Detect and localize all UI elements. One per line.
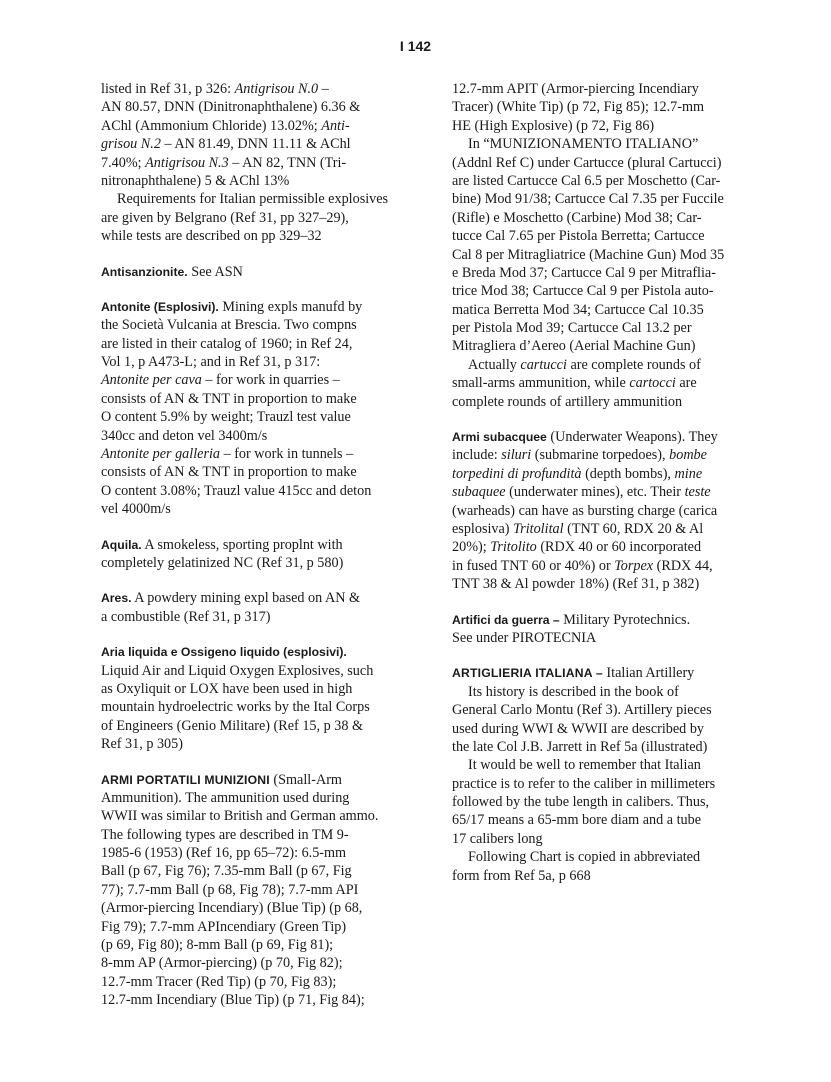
text-line	[101, 482, 406, 500]
text-segment: Military Pyrotechnics.	[559, 611, 691, 628]
text-segment: while tests are described on pp 329–32	[101, 228, 322, 245]
text-segment: AChl (Ammonium Chloride) 13.02%;	[101, 117, 322, 134]
text-line	[101, 589, 406, 607]
text-line	[452, 301, 752, 319]
text-segment: the Società Vulcania at Brescia. Two compns	[101, 317, 357, 334]
paragraph-gap	[101, 246, 406, 263]
text-segment: mountain hydroelectric works by the Ital Corps	[101, 699, 370, 716]
text-line	[452, 683, 752, 701]
text-segment: 20%);	[452, 539, 491, 556]
paragraph-gap	[452, 647, 752, 664]
text-segment: 1985-6 (1953) (Ref 16, pp 65–72): 6.5-mm	[101, 845, 347, 862]
text-line	[452, 738, 752, 756]
text-segment: Cal 8 per Mitragliatrice (Machine Gun) Mod 35	[452, 246, 725, 263]
paragraph-gap	[452, 594, 752, 611]
text-line	[452, 227, 752, 245]
text-line	[101, 209, 406, 227]
text-segment: (p 69, Fig 80); 8-mm Ball (p 69, Fig 81);	[101, 937, 334, 954]
text-line	[101, 536, 406, 554]
text-line	[101, 117, 406, 135]
italic-term: bombe	[669, 447, 707, 464]
paragraph-gap	[101, 281, 406, 298]
text-line	[101, 80, 406, 98]
text-segment: are given by Belgrano (Ref 31, pp 327–29),	[101, 209, 349, 226]
text-line	[452, 356, 752, 374]
italic-term: torpedini di profundità	[452, 465, 582, 482]
text-line	[101, 643, 406, 661]
text-segment: (Small-Arm	[269, 771, 342, 788]
text-segment: Actually	[468, 356, 521, 373]
text-line	[452, 701, 752, 719]
text-line	[452, 117, 752, 135]
text-segment: vel 4000m/s	[101, 501, 171, 518]
text-line	[101, 844, 406, 862]
text-segment: – AN 81.49, DNN 11.11 & AChl	[160, 136, 351, 153]
text-segment: See under PIROTECNIA	[452, 629, 597, 646]
italic-term: Anti-	[321, 117, 350, 134]
text-segment: listed in Ref 31, p 326:	[101, 81, 235, 97]
text-segment: as Oxyliquit or LOX have been used in high	[101, 680, 353, 697]
text-segment: O content 5.9% by weight; Trauzl test value	[101, 409, 351, 426]
text-segment: (TNT 60, RDX 20 & Al	[563, 520, 704, 537]
text-segment: are listed in their catalog of 1960; in Ref 24,	[101, 335, 353, 352]
entry-heading: Armi subacquee	[452, 430, 547, 445]
text-segment: Following Chart is copied in abbreviated	[468, 849, 701, 866]
text-segment: Tracer) (White Tip) (p 72, Fig 85); 12.7-mm	[452, 99, 705, 116]
text-line	[452, 135, 752, 153]
paragraph-gap	[101, 572, 406, 589]
text-segment: – for work in quarries –	[201, 372, 340, 389]
paragraph-gap	[452, 411, 752, 428]
text-segment: (warheads) can have as bursting charge (carica	[452, 502, 718, 519]
text-segment: Fig 79); 7.7-mm APIncendiary (Green Tip)	[101, 918, 347, 935]
text-segment: O content 3.08%; Trauzl value 415cc and deton	[101, 482, 372, 499]
entry-heading: ARMI PORTATILI MUNIZIONI	[101, 772, 270, 787]
text-line	[452, 830, 752, 848]
text-line	[452, 483, 752, 501]
italic-term: Tritolito	[490, 539, 537, 556]
text-segment: a combustible (Ref 31, p 317)	[101, 608, 271, 625]
text-segment: are complete rounds of	[566, 356, 701, 373]
text-line	[452, 264, 752, 282]
text-line	[452, 374, 752, 392]
text-segment: in fused TNT 60 or 40%) or	[452, 557, 615, 574]
text-segment: 77); 7.7-mm Ball (p 68, Fig 78); 7.7-mm API	[101, 881, 359, 898]
text-segment: (Underwater Weapons). They	[546, 429, 718, 446]
text-segment: (submarine torpedoes),	[531, 447, 670, 464]
entry-heading: Antonite (Esplosivi).	[101, 299, 219, 314]
entry-heading: Artifici da guerra –	[452, 612, 560, 627]
text-segment: (depth bombs),	[581, 465, 675, 482]
text-line	[101, 899, 406, 917]
text-segment: 12.7-mm APIT (Armor-piercing Incendiary	[452, 81, 699, 97]
text-segment: – for work in tunnels –	[220, 446, 354, 463]
italic-term: grisou N.2	[101, 136, 161, 153]
text-line	[452, 428, 752, 446]
text-segment: followed by the tube length in calibers. Thus,	[452, 794, 710, 811]
text-segment: Ammunition). The ammunition used during	[101, 789, 350, 806]
italic-term: siluri	[501, 447, 532, 464]
text-line	[101, 371, 406, 389]
text-segment: small-arms ammunition, while	[452, 375, 630, 392]
text-segment: 340cc and deton vel 3400m/s	[101, 427, 268, 444]
italic-term: Antonite per galleria	[101, 446, 221, 463]
text-segment: esplosiva)	[452, 520, 514, 537]
entry-heading: Aquila.	[101, 537, 142, 552]
text-segment: complete rounds of artillery ammunition	[452, 393, 683, 410]
text-segment: The following types are described in TM 9-	[101, 826, 349, 843]
text-segment: trice Mod 38; Cartucce Cal 9 per Pistola auto-	[452, 283, 714, 300]
text-segment: consists of AN & TNT in proportion to make	[101, 390, 357, 407]
text-segment: the late Col J.B. Jarrett in Ref 5a (illustrated)	[452, 738, 708, 755]
text-line	[101, 408, 406, 426]
text-segment: Vol 1, p A473-L; and in Ref 31, p 317:	[101, 354, 321, 371]
entry-heading: Aria liquida e Ossigeno liquido (esplosivi).	[101, 645, 347, 660]
text-line	[101, 954, 406, 972]
entry-heading: Ares.	[101, 591, 132, 606]
text-segment: Liquid Air and Liquid Oxygen Explosives, such	[101, 662, 374, 679]
text-line	[101, 154, 406, 172]
text-segment: of Engineers (Genio Militare) (Ref 15, p 38 &	[101, 717, 364, 734]
text-segment: tucce Cal 7.65 per Pistola Berretta; Cartucce	[452, 228, 705, 245]
paragraph-gap	[101, 626, 406, 643]
text-segment: Italian Artillery	[602, 665, 695, 682]
text-segment: Mitragliera d’Aereo (Aerial Machine Gun)	[452, 338, 696, 355]
italic-term: mine	[674, 465, 703, 482]
text-segment: used during WWI & WWII are described by	[452, 720, 705, 737]
text-segment: 17 calibers long	[452, 830, 543, 847]
text-line	[101, 390, 406, 408]
text-line	[452, 80, 752, 98]
text-line	[452, 557, 752, 575]
text-line	[452, 775, 752, 793]
text-line	[452, 465, 752, 483]
text-line	[101, 135, 406, 153]
text-line	[452, 575, 752, 593]
text-segment: It would be well to remember that Italian	[468, 757, 701, 774]
text-line	[452, 337, 752, 355]
text-segment: See ASN	[187, 263, 243, 280]
text-segment: (Rifle) e Moschetto (Carbine) Mod 38; Car-	[452, 209, 702, 226]
text-line	[452, 867, 752, 885]
page-number: I 142	[399, 38, 432, 54]
text-line	[101, 172, 406, 190]
text-segment: (underwater mines), etc. Their	[505, 484, 685, 501]
text-segment: A smokeless, sporting proplnt with	[141, 536, 343, 553]
text-segment: nitronaphthalene) 5 & AChl 13%	[101, 172, 290, 189]
text-line	[101, 554, 406, 572]
text-segment: 65/17 means a 65-mm bore diam and a tube	[452, 812, 702, 829]
text-segment: (Armor-piercing Incendiary) (Blue Tip) (p 68,	[101, 900, 363, 917]
text-line	[452, 538, 752, 556]
text-line	[101, 190, 406, 208]
text-line	[101, 807, 406, 825]
text-segment: consists of AN & TNT in proportion to make	[101, 464, 357, 481]
text-segment: include:	[452, 447, 502, 464]
left-column	[101, 80, 406, 1010]
italic-term: Tritolital	[513, 520, 564, 537]
text-line	[101, 936, 406, 954]
text-line	[101, 771, 406, 789]
text-segment: 12.7-mm Incendiary (Blue Tip) (p 71, Fig 84);	[101, 992, 365, 1009]
text-segment: are listed Cartucce Cal 6.5 per Moschetto (Car-	[452, 172, 721, 189]
text-segment: Ball (p 67, Fig 76); 7.35-mm Ball (p 67, Fig	[101, 863, 352, 880]
italic-term: subaquee	[452, 484, 506, 501]
text-segment: 12.7-mm Tracer (Red Tip) (p 70, Fig 83);	[101, 973, 337, 990]
text-line	[101, 662, 406, 680]
text-segment: practice is to refer to the caliber in millimeters	[452, 775, 716, 792]
text-segment: form from Ref 5a, p 668	[452, 867, 591, 884]
entry-heading: Antisanzionite.	[101, 264, 188, 279]
italic-term: Antonite per cava	[101, 372, 202, 389]
text-segment: Requirements for Italian permissible explosives	[117, 191, 389, 208]
text-line	[452, 720, 752, 738]
text-line	[101, 698, 406, 716]
text-segment: matica Berretta Mod 34; Cartucce Cal 10.35	[452, 301, 704, 318]
text-line	[452, 520, 752, 538]
text-line	[452, 664, 752, 682]
text-line	[101, 427, 406, 445]
text-line	[452, 209, 752, 227]
text-segment: –	[318, 81, 329, 97]
text-line	[101, 680, 406, 698]
text-line	[452, 756, 752, 774]
text-segment: – AN 82, TNN (Tri-	[228, 154, 347, 171]
text-segment: TNT 38 & Al powder 18%) (Ref 31, p 382)	[452, 576, 700, 593]
italic-term: cartucci	[520, 356, 567, 373]
text-segment: AN 80.57, DNN (Dinitronaphthalene) 6.36 &	[101, 99, 361, 116]
text-line	[101, 263, 406, 281]
italic-term: Antigrisou N.0	[234, 81, 319, 97]
text-line	[101, 789, 406, 807]
text-segment: Ref 31, p 305)	[101, 736, 183, 753]
text-line	[452, 793, 752, 811]
text-line	[452, 319, 752, 337]
text-line	[452, 502, 752, 520]
text-segment: (RDX 44,	[653, 557, 713, 574]
text-line	[101, 973, 406, 991]
text-segment: completely gelatinized NC (Ref 31, p 580)	[101, 554, 344, 571]
text-segment: Its history is described in the book of	[468, 683, 679, 700]
text-line	[452, 98, 752, 116]
text-line	[452, 246, 752, 264]
text-segment: e Breda Mod 37; Cartucce Cal 9 per Mitraflia-	[452, 264, 716, 281]
text-segment: Mining expls manufd by	[218, 298, 363, 315]
text-line	[101, 500, 406, 518]
text-segment: 8-mm AP (Armor-piercing) (p 70, Fig 82);	[101, 955, 343, 972]
italic-term: Antigrisou N.3	[145, 154, 229, 171]
text-line	[452, 848, 752, 866]
text-line	[452, 393, 752, 411]
text-line	[101, 881, 406, 899]
text-segment: (Addnl Ref C) under Cartucce (plural Cartucci)	[452, 154, 722, 171]
text-line	[101, 463, 406, 481]
text-line	[101, 98, 406, 116]
italic-term: Torpex	[614, 557, 654, 574]
text-segment: In “MUNIZIONAMENTO ITALIANO”	[468, 136, 699, 153]
text-line	[101, 991, 406, 1009]
text-line	[101, 227, 406, 245]
text-line	[101, 826, 406, 844]
paragraph-gap	[101, 519, 406, 536]
text-segment: WWII was similar to British and German ammo.	[101, 808, 379, 825]
text-line	[101, 298, 406, 316]
text-line	[101, 335, 406, 353]
text-segment: 7.40%;	[101, 154, 146, 171]
text-line	[101, 735, 406, 753]
text-line	[452, 446, 752, 464]
text-line	[452, 282, 752, 300]
italic-term: teste	[684, 484, 711, 501]
text-segment: General Carlo Montu (Ref 3). Artillery pieces	[452, 702, 712, 719]
text-line	[452, 811, 752, 829]
text-segment: bine) Mod 91/38; Cartucce Cal 7.35 per Fuccile	[452, 191, 724, 208]
text-line	[452, 629, 752, 647]
text-line	[452, 154, 752, 172]
text-line	[101, 316, 406, 334]
right-column	[452, 80, 752, 885]
text-line	[101, 862, 406, 880]
text-line	[452, 172, 752, 190]
italic-term: cartocci	[629, 375, 676, 392]
text-segment: per Pistola Mod 39; Cartucce Cal 13.2 per	[452, 320, 692, 337]
text-line	[101, 608, 406, 626]
text-line	[101, 353, 406, 371]
text-segment: A powdery mining expl based on AN &	[131, 590, 361, 607]
text-segment: (RDX 40 or 60 incorporated	[536, 539, 702, 556]
entry-heading: ARTIGLIERIA ITALIANA –	[452, 666, 603, 681]
paragraph-gap	[101, 754, 406, 771]
text-segment: HE (High Explosive) (p 72, Fig 86)	[452, 117, 655, 134]
text-line	[101, 717, 406, 735]
text-line	[101, 918, 406, 936]
text-line	[101, 445, 406, 463]
text-segment: are	[675, 375, 697, 392]
text-line	[452, 611, 752, 629]
text-line	[452, 190, 752, 208]
